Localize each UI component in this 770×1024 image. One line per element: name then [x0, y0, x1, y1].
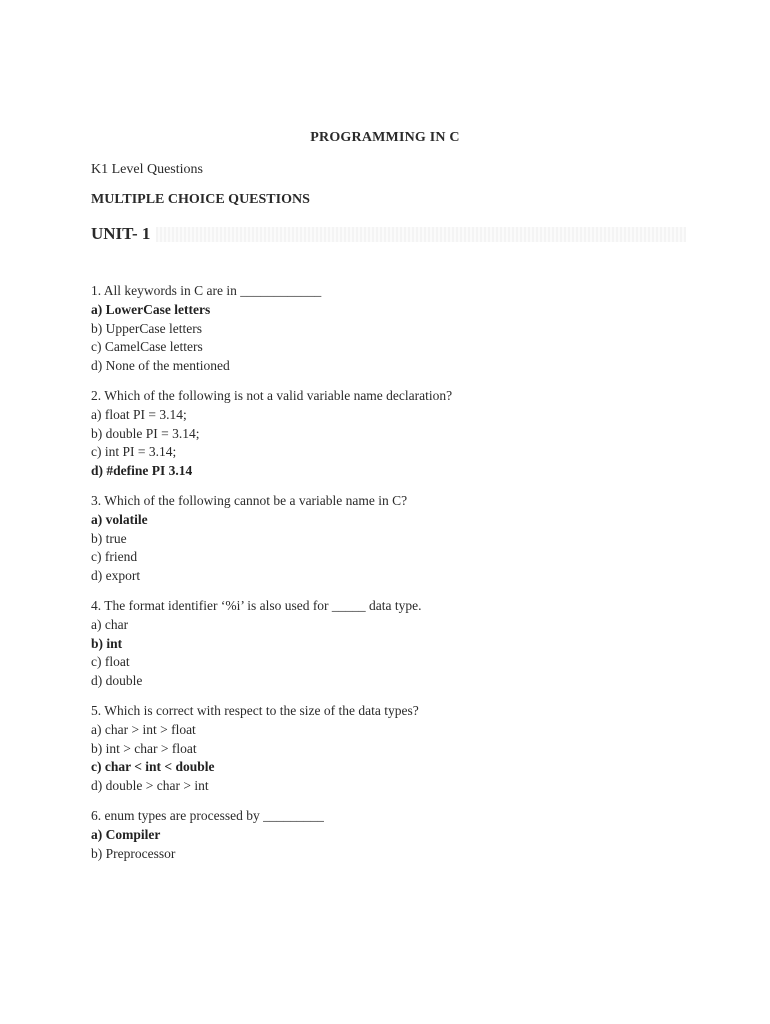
answer-option-correct: b) int — [91, 635, 123, 651]
question-block — [91, 492, 711, 586]
answer-option: d) None of the mentioned — [91, 358, 230, 374]
question-block — [91, 597, 711, 691]
question-list — [91, 282, 711, 874]
level-subtitle: K1 Level Questions — [91, 162, 203, 177]
question-block — [91, 807, 711, 863]
question-text: 5. Which is correct with respect to the size of the data types? — [91, 702, 419, 718]
unit-label: UNIT- 1 — [91, 224, 151, 243]
answer-option: d) export — [91, 568, 141, 584]
answer-option: d) double — [91, 673, 143, 689]
question-text: 2. Which of the following is not a valid variable name declaration? — [91, 387, 453, 403]
question-text: 1. All keywords in C are in ____________ — [91, 283, 322, 298]
question-block — [91, 702, 711, 796]
answer-option: a) char > int > float — [91, 721, 196, 737]
question-block — [91, 387, 711, 481]
answer-option: b) Preprocessor — [91, 845, 176, 861]
answer-option: b) UpperCase letters — [91, 320, 202, 336]
answer-option: d) double > char > int — [91, 778, 209, 794]
answer-option: b) double PI = 3.14; — [91, 425, 200, 441]
section-heading: MULTIPLE CHOICE QUESTIONS — [91, 192, 310, 207]
answer-option: c) friend — [91, 549, 138, 565]
answer-option-correct: d) #define PI 3.14 — [91, 463, 193, 479]
answer-option: c) int PI = 3.14; — [91, 444, 177, 460]
answer-option: a) float PI = 3.14; — [91, 406, 187, 422]
unit-heading-row — [91, 224, 686, 246]
question-text: 3. Which of the following cannot be a variable name in C? — [91, 492, 408, 508]
answer-option-correct: c) char < int < double — [91, 759, 215, 775]
answer-option: a) char — [91, 616, 129, 632]
answer-option: b) int > char > float — [91, 740, 197, 756]
question-text: 6. enum types are processed by _________ — [91, 807, 324, 823]
answer-option: b) true — [91, 530, 127, 546]
answer-option-correct: a) volatile — [91, 511, 148, 527]
answer-option-correct: a) Compiler — [91, 826, 161, 842]
answer-option-correct: a) LowerCase letters — [91, 301, 211, 317]
question-text: 4. The format identifier ‘%i’ is also used for _____ data type. — [91, 597, 422, 613]
page-title: PROGRAMMING IN C — [310, 130, 460, 145]
unit-heading-shading — [156, 227, 686, 242]
question-block — [91, 282, 711, 376]
answer-option: c) CamelCase letters — [91, 339, 203, 355]
answer-option: c) float — [91, 654, 130, 670]
